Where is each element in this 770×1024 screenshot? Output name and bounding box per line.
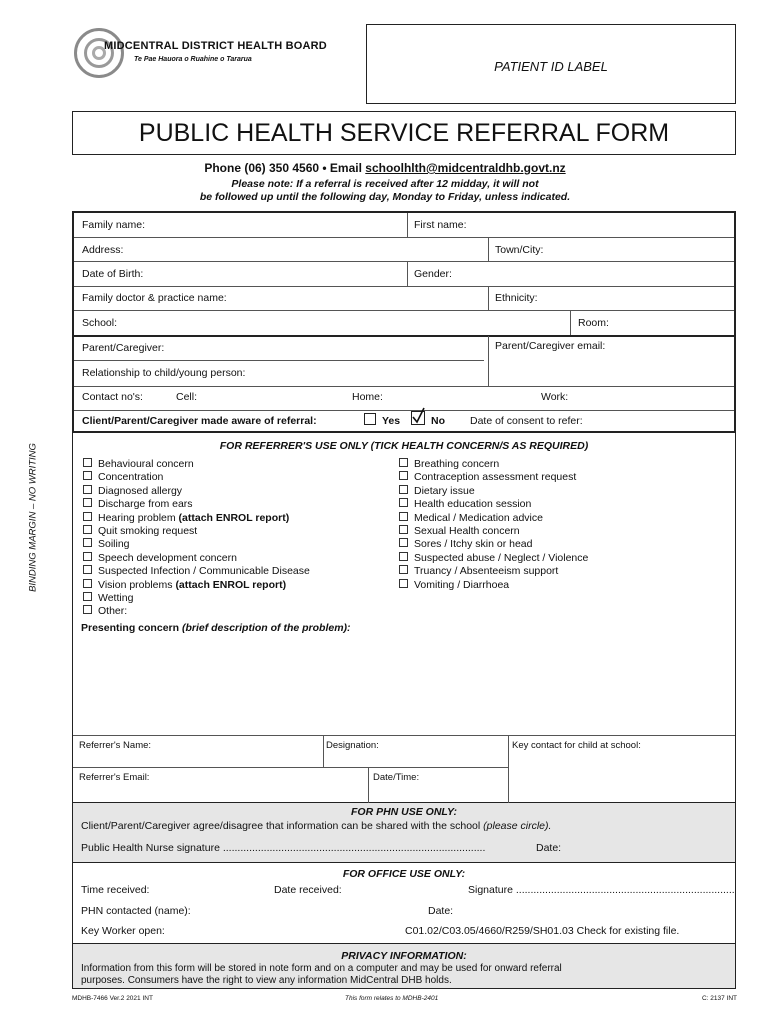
privacy-section bbox=[72, 943, 736, 989]
concern-contraception[interactable]: Contraception assessment request bbox=[399, 471, 588, 484]
yes-checkbox[interactable] bbox=[364, 413, 376, 425]
family-doctor-field[interactable]: Family doctor & practice name: bbox=[82, 292, 227, 304]
concern-concentration[interactable]: Concentration bbox=[83, 471, 310, 484]
concern-wetting[interactable]: Wetting bbox=[83, 592, 310, 605]
dob-field[interactable]: Date of Birth: bbox=[82, 268, 144, 280]
patient-details-section bbox=[72, 211, 736, 433]
work-field[interactable]: Work: bbox=[541, 391, 569, 403]
presenting-concern-field[interactable] bbox=[81, 638, 727, 730]
consent-date-field[interactable]: Date of consent to refer: bbox=[470, 415, 583, 427]
concern-breathing[interactable]: Breathing concern bbox=[399, 458, 588, 471]
concern-truancy[interactable]: Truancy / Absenteeism support bbox=[399, 565, 588, 578]
parent-caregiver-email-field[interactable]: Parent/Caregiver email: bbox=[495, 340, 606, 352]
concern-vomiting[interactable]: Vomiting / Diarrhoea bbox=[399, 579, 588, 592]
checkmark-icon bbox=[411, 409, 425, 423]
school-field[interactable]: School: bbox=[82, 317, 118, 329]
email-link[interactable]: schoolhlth@midcentraldhb.govt.nz bbox=[365, 161, 566, 175]
concerns-section bbox=[72, 433, 736, 803]
room-field[interactable]: Room: bbox=[578, 317, 609, 329]
concern-medical[interactable]: Medical / Medication advice bbox=[399, 512, 588, 525]
row-address bbox=[74, 237, 734, 262]
concern-soiling[interactable]: Soiling bbox=[83, 538, 310, 551]
note-line-2: be followed up until the following day, Monday to Friday, unless indicated. bbox=[199, 191, 571, 203]
date-time-field[interactable]: Date/Time: bbox=[373, 772, 420, 783]
parent-caregiver-field[interactable]: Parent/Caregiver: bbox=[82, 342, 165, 354]
cell-field[interactable]: Cell: bbox=[176, 391, 198, 403]
concern-hearing[interactable]: Hearing problem (attach ENROL report) bbox=[83, 512, 310, 525]
row-school bbox=[74, 310, 734, 337]
town-city-field[interactable]: Town/City: bbox=[495, 244, 544, 256]
note-line-1: Please note: If a referral is received after 12 midday, it will not bbox=[231, 178, 539, 190]
concern-behavioural[interactable]: Behavioural concern bbox=[83, 458, 310, 471]
nurse-signature-field[interactable]: Public Health Nurse signature .......................................................................................... bbox=[81, 842, 486, 854]
concern-sexual-health[interactable]: Sexual Health concern bbox=[399, 525, 588, 538]
privacy-line-2: purposes. Consumers have the right to view any information MidCentral DHB holds. bbox=[81, 975, 452, 986]
footer-copy-code: C: 2137 INT bbox=[701, 995, 737, 1002]
concerns-right-list bbox=[399, 458, 588, 592]
office-codes: C01.02/C03.05/4660/R259/SH01.03 Check for existing file. bbox=[405, 925, 680, 937]
concern-infection[interactable]: Suspected Infection / Communicable Disease bbox=[83, 565, 310, 578]
concern-speech[interactable]: Speech development concern bbox=[83, 552, 310, 565]
concern-other[interactable]: Other: bbox=[83, 605, 310, 618]
footer-form-code: MDHB-7466 Ver.2 2021 INT bbox=[72, 995, 153, 1002]
first-name-field[interactable]: First name: bbox=[414, 219, 467, 231]
privacy-line-1: Information from this form will be stored in note form and on a computer and may be used for onward referral bbox=[81, 963, 562, 974]
referrer-divider bbox=[73, 735, 735, 736]
presenting-concern-label: Presenting concern (brief description of the problem): bbox=[81, 622, 351, 634]
phn-contacted-field[interactable]: PHN contacted (name): bbox=[81, 905, 191, 917]
phn-heading: FOR PHN USE ONLY: bbox=[351, 806, 457, 818]
row-contact bbox=[74, 386, 734, 411]
contact-nos-label: Contact no's: bbox=[82, 391, 143, 403]
patient-id-label-box bbox=[366, 24, 736, 104]
referrer-divider-2 bbox=[73, 767, 508, 768]
gender-field[interactable]: Gender: bbox=[414, 268, 452, 280]
concern-ears[interactable]: Discharge from ears bbox=[83, 498, 310, 511]
org-subtitle: Te Pae Hauora o Ruahine o Tararua bbox=[134, 56, 252, 63]
home-field[interactable]: Home: bbox=[352, 391, 383, 403]
org-name: MIDCENTRAL DISTRICT HEALTH BOARD bbox=[104, 40, 327, 52]
relationship-field[interactable]: Relationship to child/young person: bbox=[82, 367, 246, 379]
no-label: No bbox=[431, 415, 445, 427]
concerns-heading: FOR REFERRER'S USE ONLY (TICK HEALTH CONCERN/S AS REQUIRED) bbox=[219, 440, 589, 452]
key-contact-field[interactable]: Key contact for child at school: bbox=[512, 740, 641, 751]
patient-id-label: PATIENT ID LABEL bbox=[494, 59, 608, 74]
concern-sores[interactable]: Sores / Itchy skin or head bbox=[399, 538, 588, 551]
designation-field[interactable]: Designation: bbox=[326, 740, 379, 751]
date-received-field[interactable]: Date received: bbox=[274, 884, 342, 896]
concern-dietary[interactable]: Dietary issue bbox=[399, 485, 588, 498]
concern-vision[interactable]: Vision problems (attach ENROL report) bbox=[83, 579, 310, 592]
concern-allergy[interactable]: Diagnosed allergy bbox=[83, 485, 310, 498]
row-dob bbox=[74, 261, 734, 287]
row-names bbox=[74, 213, 734, 238]
family-name-field[interactable]: Family name: bbox=[82, 219, 146, 231]
office-signature-field[interactable]: Signature ........................................................................... bbox=[468, 884, 735, 896]
yes-label: Yes bbox=[382, 415, 401, 427]
aware-label: Client/Parent/Caregiver made aware of referral: bbox=[82, 415, 317, 427]
phn-date-field[interactable]: Date: bbox=[536, 842, 562, 854]
no-checkbox[interactable] bbox=[411, 411, 425, 425]
concern-health-education[interactable]: Health education session bbox=[399, 498, 588, 511]
footer-relates: This form relates to MDHB-2401 bbox=[345, 995, 439, 1002]
office-heading: FOR OFFICE USE ONLY: bbox=[342, 868, 466, 880]
referrer-email-field[interactable]: Referrer's Email: bbox=[79, 772, 150, 783]
privacy-heading: PRIVACY INFORMATION: bbox=[341, 950, 467, 962]
phone-text: Phone (06) 350 4560 • Email bbox=[204, 161, 366, 175]
concern-abuse[interactable]: Suspected abuse / Neglect / Violence bbox=[399, 552, 588, 565]
phn-section bbox=[72, 803, 736, 863]
key-worker-field[interactable]: Key Worker open: bbox=[81, 925, 165, 937]
concern-quit-smoking[interactable]: Quit smoking request bbox=[83, 525, 310, 538]
phn-agree-text: Client/Parent/Caregiver agree/disagree that information can be shared with the school (please circle). bbox=[81, 820, 552, 832]
contact-line bbox=[0, 161, 770, 175]
office-section bbox=[72, 863, 736, 943]
concerns-left-list bbox=[83, 458, 310, 619]
form-title: PUBLIC HEALTH SERVICE REFERRAL FORM bbox=[72, 111, 736, 155]
binding-margin-text: BINDING MARGIN – NO WRITING bbox=[27, 443, 39, 592]
time-received-field[interactable]: Time received: bbox=[81, 884, 150, 896]
address-field[interactable]: Address: bbox=[82, 244, 124, 256]
referrer-name-field[interactable]: Referrer's Name: bbox=[79, 740, 152, 751]
office-date-field[interactable]: Date: bbox=[428, 905, 454, 917]
ethnicity-field[interactable]: Ethnicity: bbox=[495, 292, 538, 304]
